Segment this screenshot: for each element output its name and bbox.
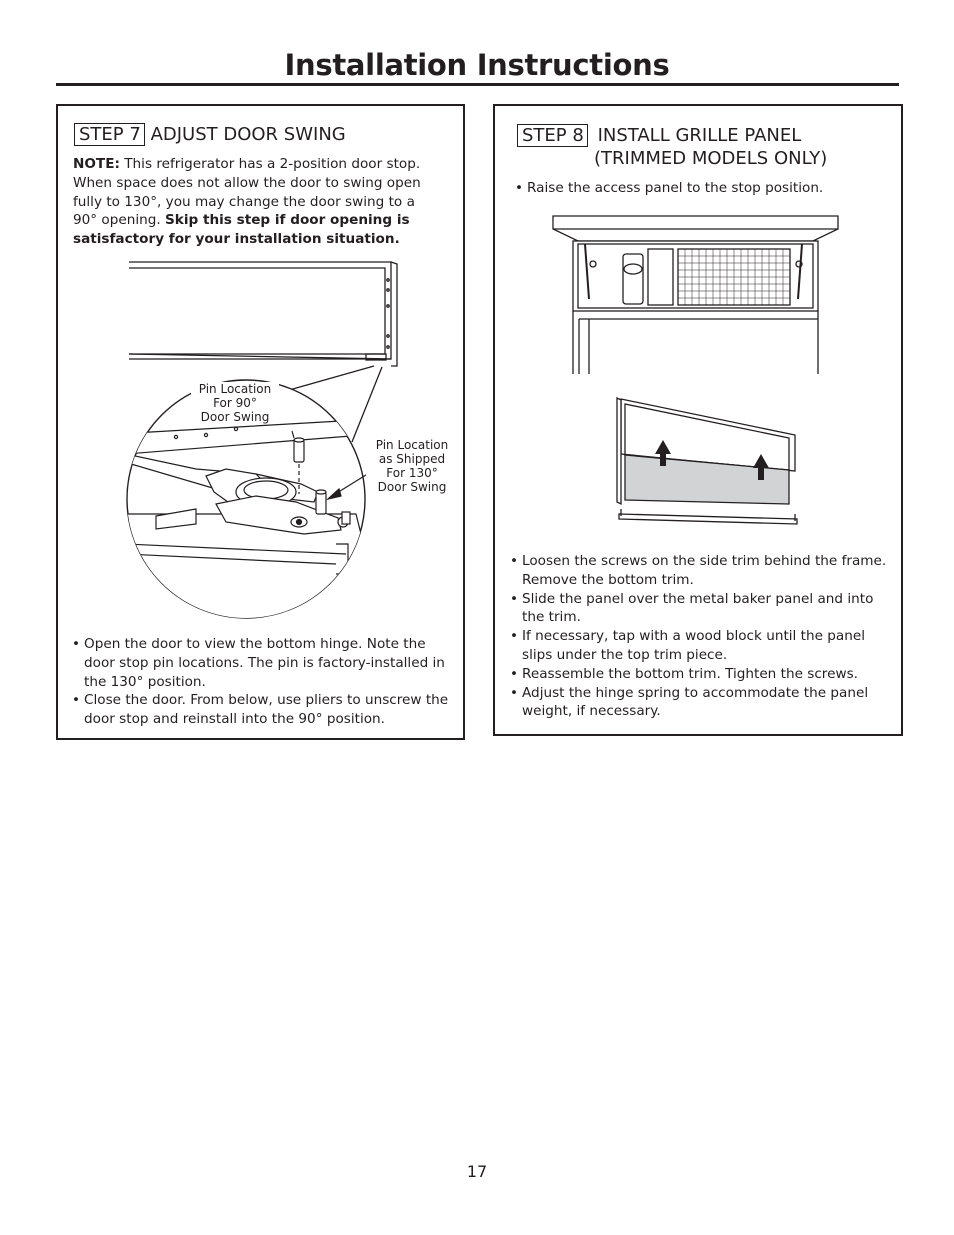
list-item: • Slide the panel over the metal baker panel and into the trim. (510, 590, 890, 628)
step7-bullets (72, 635, 452, 729)
note-text: This refrigerator has a 2-position door stop. When space does not allow the door to swing open fully to 130°, you may change the door swing to a 90° opening. (73, 156, 421, 229)
list-item: • Loosen the screws on the side trim behind the frame. Remove the bottom trim. (510, 552, 890, 590)
callout-90-label: Pin Location For 90° Door Swing (191, 382, 279, 424)
step7-panel (56, 104, 465, 740)
step8-tag: STEP 8 (517, 124, 588, 147)
list-item: • If necessary, tap with a wood block until the panel slips under the top trim piece. (510, 627, 890, 665)
list-item: • Open the door to view the bottom hinge. Note the door stop pin locations. The pin is factory-installed in the 130° position. (72, 635, 452, 691)
step8-heading-line2: (TRIMMED MODELS ONLY) (594, 148, 828, 169)
step8-heading-line1: INSTALL GRILLE PANEL (597, 125, 802, 146)
step7-tag: STEP 7 (74, 123, 145, 146)
callout-130-label: Pin Location as Shipped For 130° Door Swing (366, 438, 458, 494)
note-label: NOTE: (73, 156, 120, 172)
page-title: Installation Instructions (284, 48, 670, 82)
step8-panel (493, 104, 903, 736)
title-divider (56, 83, 899, 86)
step7-heading: ADJUST DOOR SWING (150, 124, 346, 145)
note-bold-text: Skip this step if door opening is satisfactory for your installation situation. (73, 212, 410, 248)
page-number: 17 (466, 1162, 488, 1181)
list-item: • Adjust the hinge spring to accommodate the panel weight, if necessary. (510, 684, 890, 722)
step8-bullets (510, 552, 890, 721)
list-item: • Reassemble the bottom trim. Tighten the screws. (510, 665, 890, 684)
list-item: • Raise the access panel to the stop position. (515, 179, 885, 198)
list-item: • Close the door. From below, use pliers to unscrew the door stop and reinstall into the 90° position. (72, 691, 452, 729)
